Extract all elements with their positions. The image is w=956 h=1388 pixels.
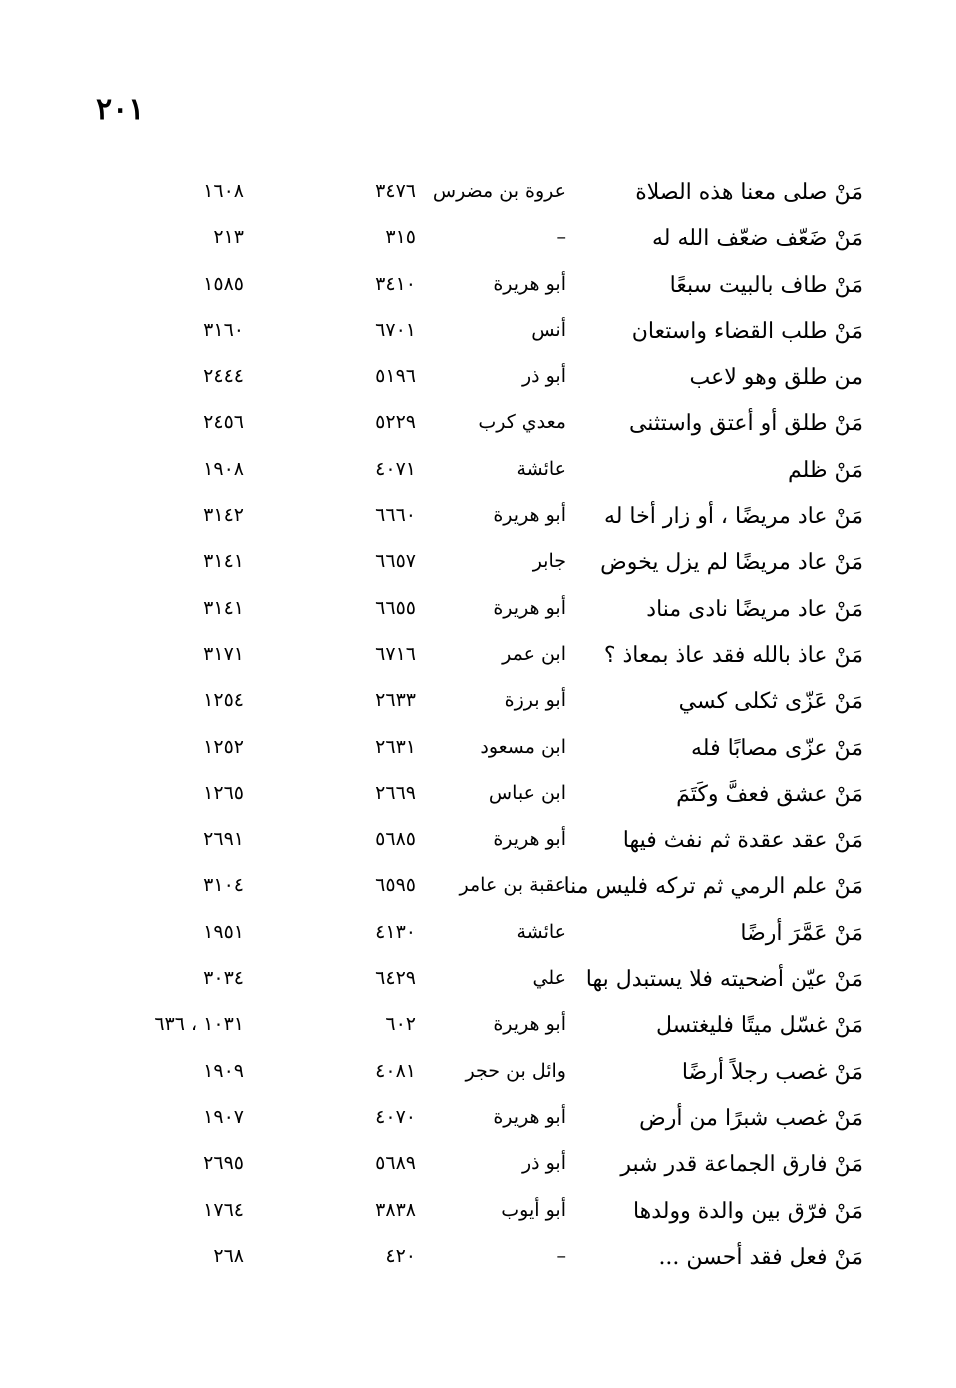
index-row	[0, 220, 956, 266]
index-row	[0, 544, 956, 590]
page-reference: ١٩٠٨	[203, 457, 244, 480]
hadith-text: مَنْ فرّق بين والدة وولدها	[632, 1198, 863, 1224]
narrator: أبو برزة	[504, 689, 566, 712]
index-row	[0, 498, 956, 544]
page-reference: ١٩٠٩	[203, 1059, 244, 1082]
index-row	[0, 452, 956, 498]
page-reference: ١٠٣١ ، ٦٣٦	[154, 1013, 244, 1036]
page-reference: ٢٦٨	[213, 1244, 244, 1267]
hadith-text: مَنْ عاذ بالله فقد عاذ بمعاذ ؟	[603, 642, 863, 668]
hadith-text: مَنْ عيّن أضحيته فلا يستبدل بها	[585, 967, 863, 993]
page-reference: ١٩٠٧	[203, 1105, 244, 1128]
page-reference: ٢٤٥٦	[203, 411, 244, 434]
hadith-number: ٥٢٢٩	[375, 411, 416, 434]
index-row	[0, 683, 956, 729]
hadith-number: ٦٠٢	[385, 1013, 416, 1036]
hadith-text: مَنْ صلى معنا هذه الصلاة	[635, 180, 863, 205]
hadith-number: ٦٤٢٩	[375, 967, 416, 990]
hadith-text: مَنْ عاد مريضًا لم يزل يخوض	[600, 550, 863, 576]
page-reference: ٢٦٩٥	[203, 1152, 244, 1175]
narrator: أبو هريرة	[493, 596, 566, 619]
narrator: جابر	[532, 550, 566, 573]
hadith-text: مَنْ طاف بالبيت سبعًا	[669, 272, 863, 298]
index-row	[0, 1007, 956, 1053]
hadith-text: مَنْ عزّى مصابًا فله	[691, 735, 863, 761]
hadith-text: مَنْ عَزّى ثكلى كسي	[678, 689, 863, 715]
narrator: أبو ذر	[521, 365, 566, 388]
hadith-text: مَنْ علم الرمي ثم تركه فليس منا	[563, 874, 863, 900]
hadith-number: ٣٤١٠	[375, 272, 416, 295]
narrator: أبو هريرة	[493, 1105, 566, 1128]
hadith-number: ٤٠٨١	[375, 1059, 416, 1082]
hadith-number: ٥١٩٦	[375, 365, 416, 388]
page-reference: ٣١٤١	[203, 596, 244, 619]
narrator: أبو ذر	[521, 1152, 566, 1175]
hadith-number: ٣١٥	[385, 226, 416, 249]
page-reference: ٣١٤٢	[203, 504, 244, 527]
page-reference: ١٢٦٥	[203, 781, 244, 804]
hadith-number: ٦٦٥٥	[375, 596, 416, 619]
index-row	[0, 730, 956, 776]
narrator: –	[556, 226, 566, 249]
page-reference: ٣١٦٠	[203, 318, 244, 341]
index-row	[0, 591, 956, 637]
hadith-text: مَنْ عشق فعفَّ وكَتَمَ	[676, 781, 863, 807]
page-reference: ٣١٧١	[203, 642, 244, 665]
hadith-number: ٤٢٠	[385, 1244, 416, 1267]
index-row	[0, 405, 956, 451]
page-reference: ٣١٠٤	[203, 874, 244, 897]
hadith-text: مَنْ عاد مريضًا ، أو زار أخا له	[603, 504, 863, 530]
narrator: –	[556, 1244, 566, 1267]
hadith-text: مَنْ ضَعّف ضعّف الله له	[651, 226, 863, 252]
hadith-text: مَنْ فعل فقد أحسن ...	[658, 1244, 863, 1270]
hadith-text: مَنْ طلق أو أعتق واستثنى	[628, 411, 863, 437]
page-reference: ١٩٥١	[203, 920, 244, 943]
index-row	[0, 1239, 956, 1285]
hadith-number: ٤٠٧٠	[375, 1105, 416, 1128]
index-row	[0, 776, 956, 822]
narrator: وائل بن حجر	[465, 1059, 566, 1082]
narrator: علي	[532, 967, 566, 990]
page-reference: ١٢٥٤	[203, 689, 244, 712]
hadith-text: مَنْ غسّل ميتًا فليغتسل	[655, 1013, 863, 1039]
hadith-text: مَنْ فارق الجماعة قدر شبر	[620, 1152, 863, 1178]
narrator: عائشة	[516, 457, 566, 480]
hadith-number: ٢٦٣١	[375, 735, 416, 758]
index-row	[0, 822, 956, 868]
hadith-number: ٦٥٩٥	[375, 874, 416, 897]
page-reference: ١٢٥٢	[203, 735, 244, 758]
narrator: عائشة	[516, 920, 566, 943]
index-row	[0, 359, 956, 405]
hadith-text: مَنْ غصب رجلاً أرضًا	[681, 1059, 863, 1085]
narrator: ابن مسعود	[480, 735, 566, 758]
hadith-text: مَنْ ظلم	[788, 457, 863, 483]
narrator: أنس	[531, 318, 566, 341]
index-row	[0, 267, 956, 313]
narrator: معدي كرب	[478, 411, 566, 434]
hadith-text: مَنْ عقد عقدة ثم نفث فيها	[622, 828, 863, 854]
narrator: أبو هريرة	[493, 272, 566, 295]
page-reference: ١٧٦٤	[203, 1198, 244, 1221]
index-row	[0, 961, 956, 1007]
hadith-text: مَنْ غصب شبرًا من أرض	[639, 1105, 863, 1131]
hadith-number: ٤١٣٠	[375, 920, 416, 943]
page-reference: ١٦٠٨	[203, 180, 244, 202]
index-row	[0, 313, 956, 359]
page-number: ٢٠١	[96, 92, 145, 127]
hadith-text: مَنْ طلب القضاء واستعان	[631, 318, 863, 344]
hadith-number: ٢٦٦٩	[375, 781, 416, 804]
index-row	[0, 1193, 956, 1239]
index-row	[0, 1146, 956, 1192]
hadith-number: ٢٦٣٣	[375, 689, 416, 712]
page-reference: ٢٤٤٤	[203, 365, 244, 388]
index-table	[0, 174, 956, 1285]
hadith-number: ٦٧١٦	[375, 642, 416, 665]
index-row	[0, 1054, 956, 1100]
page-reference: ٣٠٣٤	[203, 967, 244, 990]
narrator: عروة بن مضرس	[432, 180, 566, 202]
hadith-number: ٥٦٨٩	[375, 1152, 416, 1175]
page-reference: ١٥٨٥	[203, 272, 244, 295]
page-reference: ٢١٣	[213, 226, 244, 249]
page-reference: ٢٦٩١	[203, 828, 244, 851]
narrator: أبو هريرة	[493, 828, 566, 851]
hadith-number: ٥٦٨٥	[375, 828, 416, 851]
hadith-text: مَنْ عاد مريضًا نادى مناد	[646, 596, 863, 622]
hadith-number: ٣٨٣٨	[375, 1198, 416, 1221]
narrator: أبو هريرة	[493, 504, 566, 527]
narrator: أبو هريرة	[493, 1013, 566, 1036]
hadith-number: ٤٠٧١	[375, 457, 416, 480]
index-row	[0, 1100, 956, 1146]
narrator: ابن عباس	[488, 781, 566, 804]
hadith-number: ٦٦٦٠	[375, 504, 416, 527]
hadith-text: من طلق وهو لاعب	[689, 365, 863, 391]
hadith-number: ٦٦٥٧	[375, 550, 416, 573]
hadith-text: مَنْ عَمَّرَ أرضًا	[740, 920, 863, 946]
index-row	[0, 174, 956, 220]
page-reference: ٣١٤١	[203, 550, 244, 573]
index-row	[0, 915, 956, 961]
hadith-number: ٣٤٧٦	[375, 180, 416, 202]
hadith-number: ٦٧٠١	[375, 318, 416, 341]
index-row	[0, 868, 956, 914]
narrator: أبو أيوب	[501, 1198, 566, 1221]
narrator: ابن عمر	[502, 642, 566, 665]
index-row	[0, 637, 956, 683]
narrator: عقبة بن عامر	[459, 874, 566, 897]
